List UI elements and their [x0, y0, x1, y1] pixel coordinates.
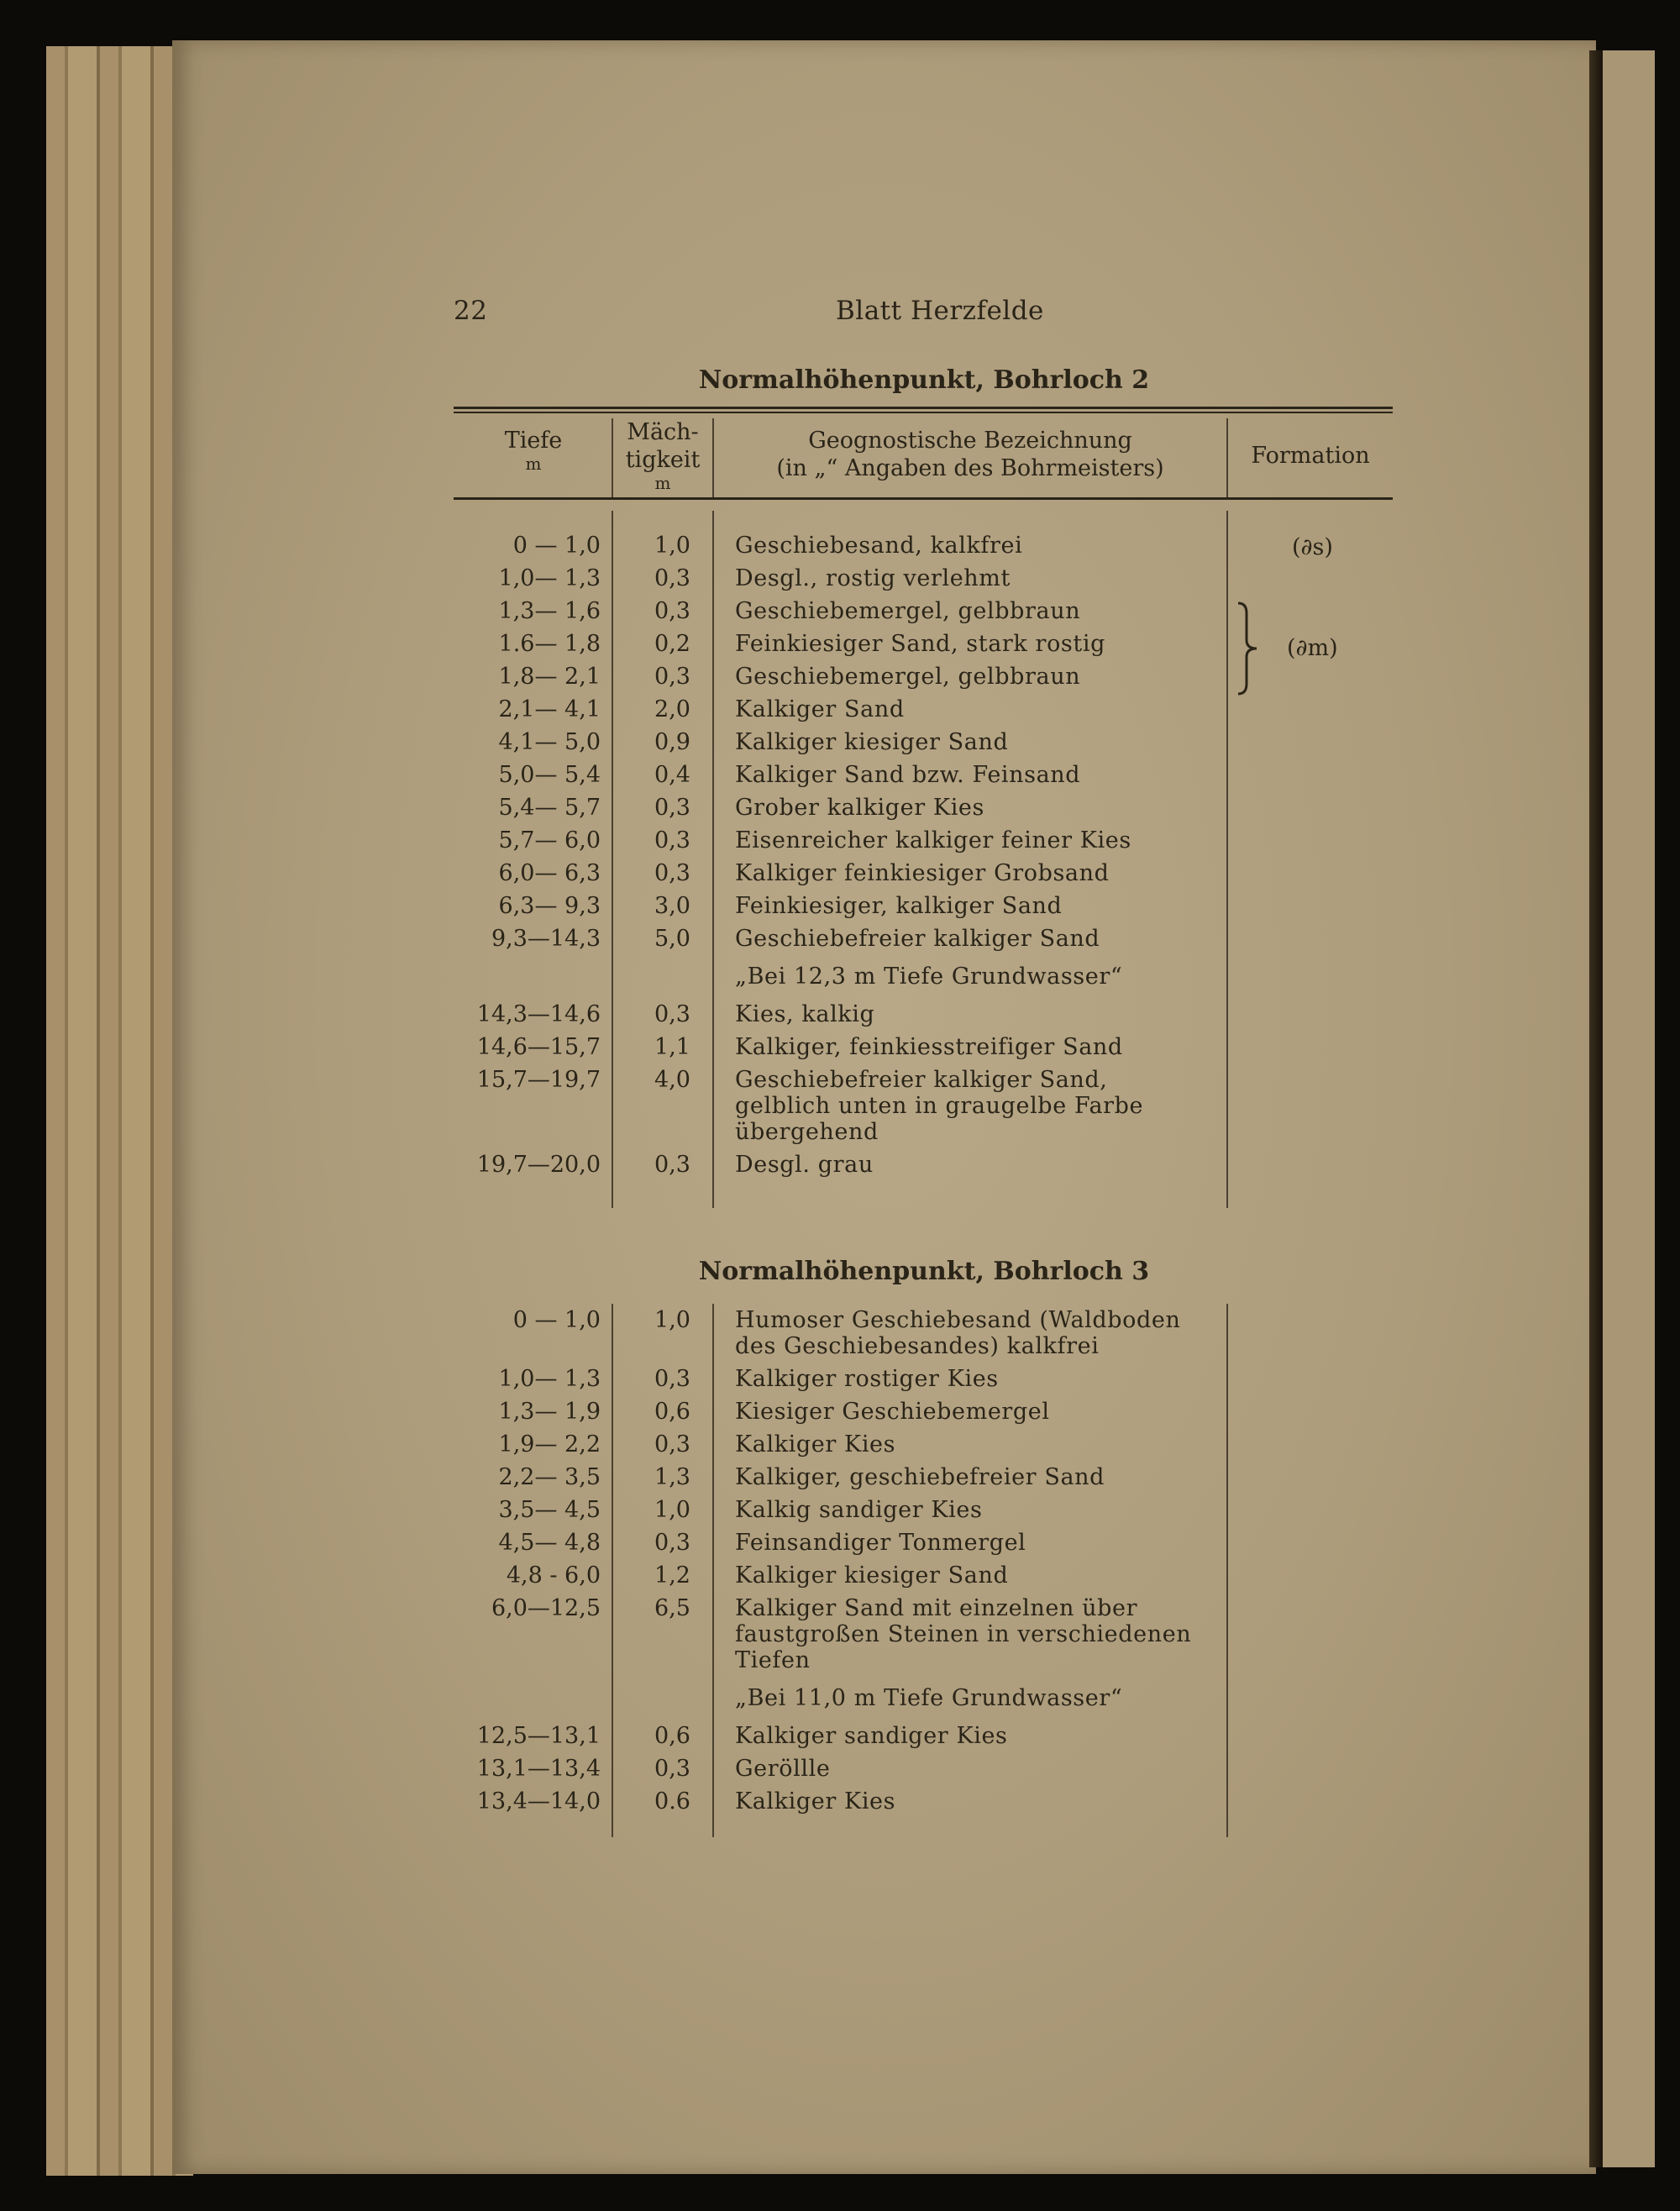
description-cell: Kies, kalkig	[735, 1001, 875, 1027]
depth-cell: 1.6— 1,8	[498, 631, 601, 657]
depth-cell: 13,1—13,4	[476, 1756, 601, 1782]
description-cell: Kalkiger feinkiesiger Grobsand	[735, 860, 1110, 886]
thickness-cell: 0,3	[654, 1152, 690, 1178]
table-row	[454, 562, 1394, 595]
table-row	[454, 857, 1394, 890]
description-cell: Feinkiesiger, kalkiger Sand	[735, 893, 1063, 919]
thickness-cell: 2,0	[654, 696, 690, 722]
depth-cell: 4,5— 4,8	[498, 1530, 601, 1556]
column-header-thickness-unit: m	[654, 473, 671, 493]
thickness-cell: 0,4	[654, 762, 690, 788]
column-header-depth	[454, 427, 613, 473]
description-cell: Kalkiger rostiger Kies	[735, 1366, 999, 1392]
brace-icon	[1235, 601, 1260, 696]
column-header-formation: Formation	[1251, 443, 1370, 469]
thickness-cell: 3,0	[654, 893, 690, 919]
page-number: 22	[454, 296, 488, 326]
table-row	[454, 1592, 1394, 1677]
table-row	[454, 1752, 1394, 1785]
description-cell: Desgl. grau	[735, 1152, 874, 1178]
description-cell: Kalkiger, feinkiesstreifiger Sand	[735, 1034, 1123, 1060]
table-row	[454, 529, 1394, 562]
table-row	[454, 955, 1394, 998]
description-cell: Geschiebesand, kalkfrei	[735, 533, 1023, 559]
table-row	[454, 1304, 1394, 1363]
thickness-cell: 0,3	[654, 565, 690, 591]
table-row	[454, 1526, 1394, 1559]
depth-cell: 1,3— 1,6	[498, 598, 601, 624]
section-title-bohrloch-3: Normalhöhenpunkt, Bohrloch 3	[698, 1257, 1150, 1286]
table-row	[454, 890, 1394, 922]
depth-cell: 2,2— 3,5	[498, 1464, 601, 1490]
description-cell: Kalkiger, geschiebefreier Sand	[735, 1464, 1105, 1490]
table-row	[454, 791, 1394, 824]
table-row	[454, 1494, 1394, 1526]
section-title-bohrloch-2: Normalhöhenpunkt, Bohrloch 2	[698, 365, 1150, 395]
description-cell: Kalkig sandiger Kies	[735, 1497, 983, 1523]
column-header-depth-label: Tiefe	[504, 428, 563, 454]
description-cell: Kalkiger kiesiger Sand	[735, 729, 1009, 755]
thickness-cell: 0,6	[654, 1399, 690, 1425]
thickness-cell: 5,0	[654, 926, 690, 952]
column-header-depth-unit: m	[525, 454, 542, 474]
depth-cell: 0 — 1,0	[512, 533, 601, 559]
thickness-cell: 0,3	[654, 1001, 690, 1027]
thickness-cell: 6,5	[654, 1595, 690, 1621]
table-row	[454, 1461, 1394, 1494]
column-header-thickness	[613, 418, 712, 492]
table-row	[454, 1363, 1394, 1395]
groundwater-note: „Bei 12,3 m Tiefe Grundwasser“	[735, 964, 1123, 990]
thickness-cell: 1,0	[654, 1497, 690, 1523]
thickness-cell: 1,3	[654, 1464, 690, 1490]
table-row	[454, 998, 1394, 1031]
thickness-cell: 4,0	[654, 1067, 690, 1093]
description-cell: Kiesiger Geschiebemergel	[735, 1399, 1050, 1425]
description-cell: Humoser Geschiebesand (Waldboden des Geschiebesandes) kalkfrei	[735, 1307, 1181, 1359]
thickness-cell: 1,1	[654, 1034, 690, 1060]
depth-cell: 6,0— 6,3	[498, 860, 601, 886]
column-header-description	[714, 427, 1226, 482]
table-row	[454, 1031, 1394, 1063]
depth-cell: 1,0— 1,3	[498, 1366, 601, 1392]
description-cell: Kalkiger Kies	[735, 1431, 896, 1457]
depth-cell: 5,4— 5,7	[498, 795, 601, 821]
header-divider-1	[612, 418, 613, 497]
depth-cell: 6,3— 9,3	[498, 893, 601, 919]
depth-cell: 1,3— 1,9	[498, 1399, 601, 1425]
book-page-edges	[46, 46, 193, 2176]
description-cell: Kalkiger Kies	[735, 1788, 896, 1814]
depth-cell: 0 — 1,0	[512, 1307, 601, 1333]
column-header-thickness-line2: tigkeit	[625, 447, 701, 473]
description-cell: Desgl., rostig verlehmt	[735, 565, 1011, 591]
table-row	[454, 1063, 1394, 1148]
thickness-cell: 0.6	[654, 1788, 690, 1814]
depth-cell: 5,0— 5,4	[498, 762, 601, 788]
thickness-cell: 1,0	[654, 533, 690, 559]
thickness-cell: 1,0	[654, 1307, 690, 1333]
depth-cell: 2,1— 4,1	[498, 696, 601, 722]
table-row	[454, 824, 1394, 857]
thickness-cell: 0,3	[654, 827, 690, 853]
table-row	[454, 1559, 1394, 1592]
depth-cell: 15,7—19,7	[476, 1067, 601, 1093]
depth-cell: 14,3—14,6	[476, 1001, 601, 1027]
thickness-cell: 0,3	[654, 795, 690, 821]
depth-cell: 1,9— 2,2	[498, 1431, 601, 1457]
header-rule-top-thin	[454, 412, 1393, 413]
running-title: Blatt Herzfelde	[836, 296, 1044, 326]
depth-cell: 6,0—12,5	[491, 1595, 601, 1621]
description-cell: Geschiebemergel, gelbbraun	[735, 664, 1081, 690]
depth-cell: 1,8— 2,1	[498, 664, 601, 690]
column-header-description-line1: Geognostische Bezeichnung	[808, 428, 1132, 454]
description-cell: Kalkiger sandiger Kies	[735, 1723, 1008, 1749]
depth-cell: 12,5—13,1	[476, 1723, 601, 1749]
description-cell: Kalkiger kiesiger Sand	[735, 1562, 1009, 1589]
depth-cell: 3,5— 4,5	[498, 1497, 601, 1523]
depth-cell: 14,6—15,7	[476, 1034, 601, 1060]
table-row	[454, 1677, 1394, 1720]
book-gutter	[1589, 50, 1603, 2167]
depth-cell: 4,1— 5,0	[498, 729, 601, 755]
depth-cell: 4,8 - 6,0	[506, 1562, 601, 1589]
depth-cell: 13,4—14,0	[476, 1788, 601, 1814]
header-rule-bottom	[454, 497, 1393, 500]
column-header-description-line2: (in „“ Angaben des Bohrmeisters)	[776, 455, 1164, 481]
thickness-cell: 0,2	[654, 631, 690, 657]
depth-cell: 5,7— 6,0	[498, 827, 601, 853]
table-row	[454, 1428, 1394, 1461]
table-bohrloch-3	[454, 1304, 1394, 1818]
description-cell: Grober kalkiger Kies	[735, 795, 984, 821]
facing-page-edge	[1603, 50, 1655, 2167]
table-row	[454, 1148, 1394, 1181]
depth-cell: 19,7—20,0	[476, 1152, 601, 1178]
table-row	[454, 1720, 1394, 1752]
table-row	[454, 726, 1394, 759]
description-cell: Geschiebemergel, gelbbraun	[735, 598, 1081, 624]
formation-label-ds: (∂s)	[1292, 534, 1333, 560]
depth-cell: 1,0— 1,3	[498, 565, 601, 591]
table-row	[454, 922, 1394, 955]
thickness-cell: 0,9	[654, 729, 690, 755]
thickness-cell: 0,3	[654, 860, 690, 886]
thickness-cell: 0,3	[654, 1530, 690, 1556]
thickness-cell: 0,3	[654, 1431, 690, 1457]
thickness-cell: 0,3	[654, 1756, 690, 1782]
table-row	[454, 1395, 1394, 1428]
description-cell: Eisenreicher kalkiger feiner Kies	[735, 827, 1131, 853]
header-divider-2	[712, 418, 714, 497]
header-divider-3	[1226, 418, 1228, 497]
thickness-cell: 0,3	[654, 598, 690, 624]
table-row	[454, 759, 1394, 791]
description-cell: Kalkiger Sand bzw. Feinsand	[735, 762, 1081, 788]
thickness-cell: 1,2	[654, 1562, 690, 1589]
table-row	[454, 693, 1394, 726]
description-cell: Geröllle	[735, 1756, 831, 1782]
table-row	[454, 1785, 1394, 1818]
header-rule-top	[454, 407, 1393, 409]
page-header	[454, 296, 1394, 338]
description-cell: Kalkiger Sand mit einzelnen über faustgroßen Steinen in verschiedenen Tiefen	[735, 1595, 1192, 1673]
formation-label-dm: (∂m)	[1287, 635, 1338, 661]
description-cell: Geschiebefreier kalkiger Sand, gelblich unten in graugelbe Farbe übergehend	[735, 1067, 1144, 1145]
thickness-cell: 0,6	[654, 1723, 690, 1749]
description-cell: Geschiebefreier kalkiger Sand	[735, 926, 1100, 952]
description-cell: Feinsandiger Tonmergel	[735, 1530, 1026, 1556]
description-cell: Kalkiger Sand	[735, 696, 905, 722]
description-cell: Feinkiesiger Sand, stark rostig	[735, 631, 1105, 657]
groundwater-note: „Bei 11,0 m Tiefe Grundwasser“	[735, 1685, 1123, 1711]
column-header-thickness-line1: Mäch-	[627, 419, 699, 445]
thickness-cell: 0,3	[654, 664, 690, 690]
depth-cell: 9,3—14,3	[491, 926, 601, 952]
thickness-cell: 0,3	[654, 1366, 690, 1392]
